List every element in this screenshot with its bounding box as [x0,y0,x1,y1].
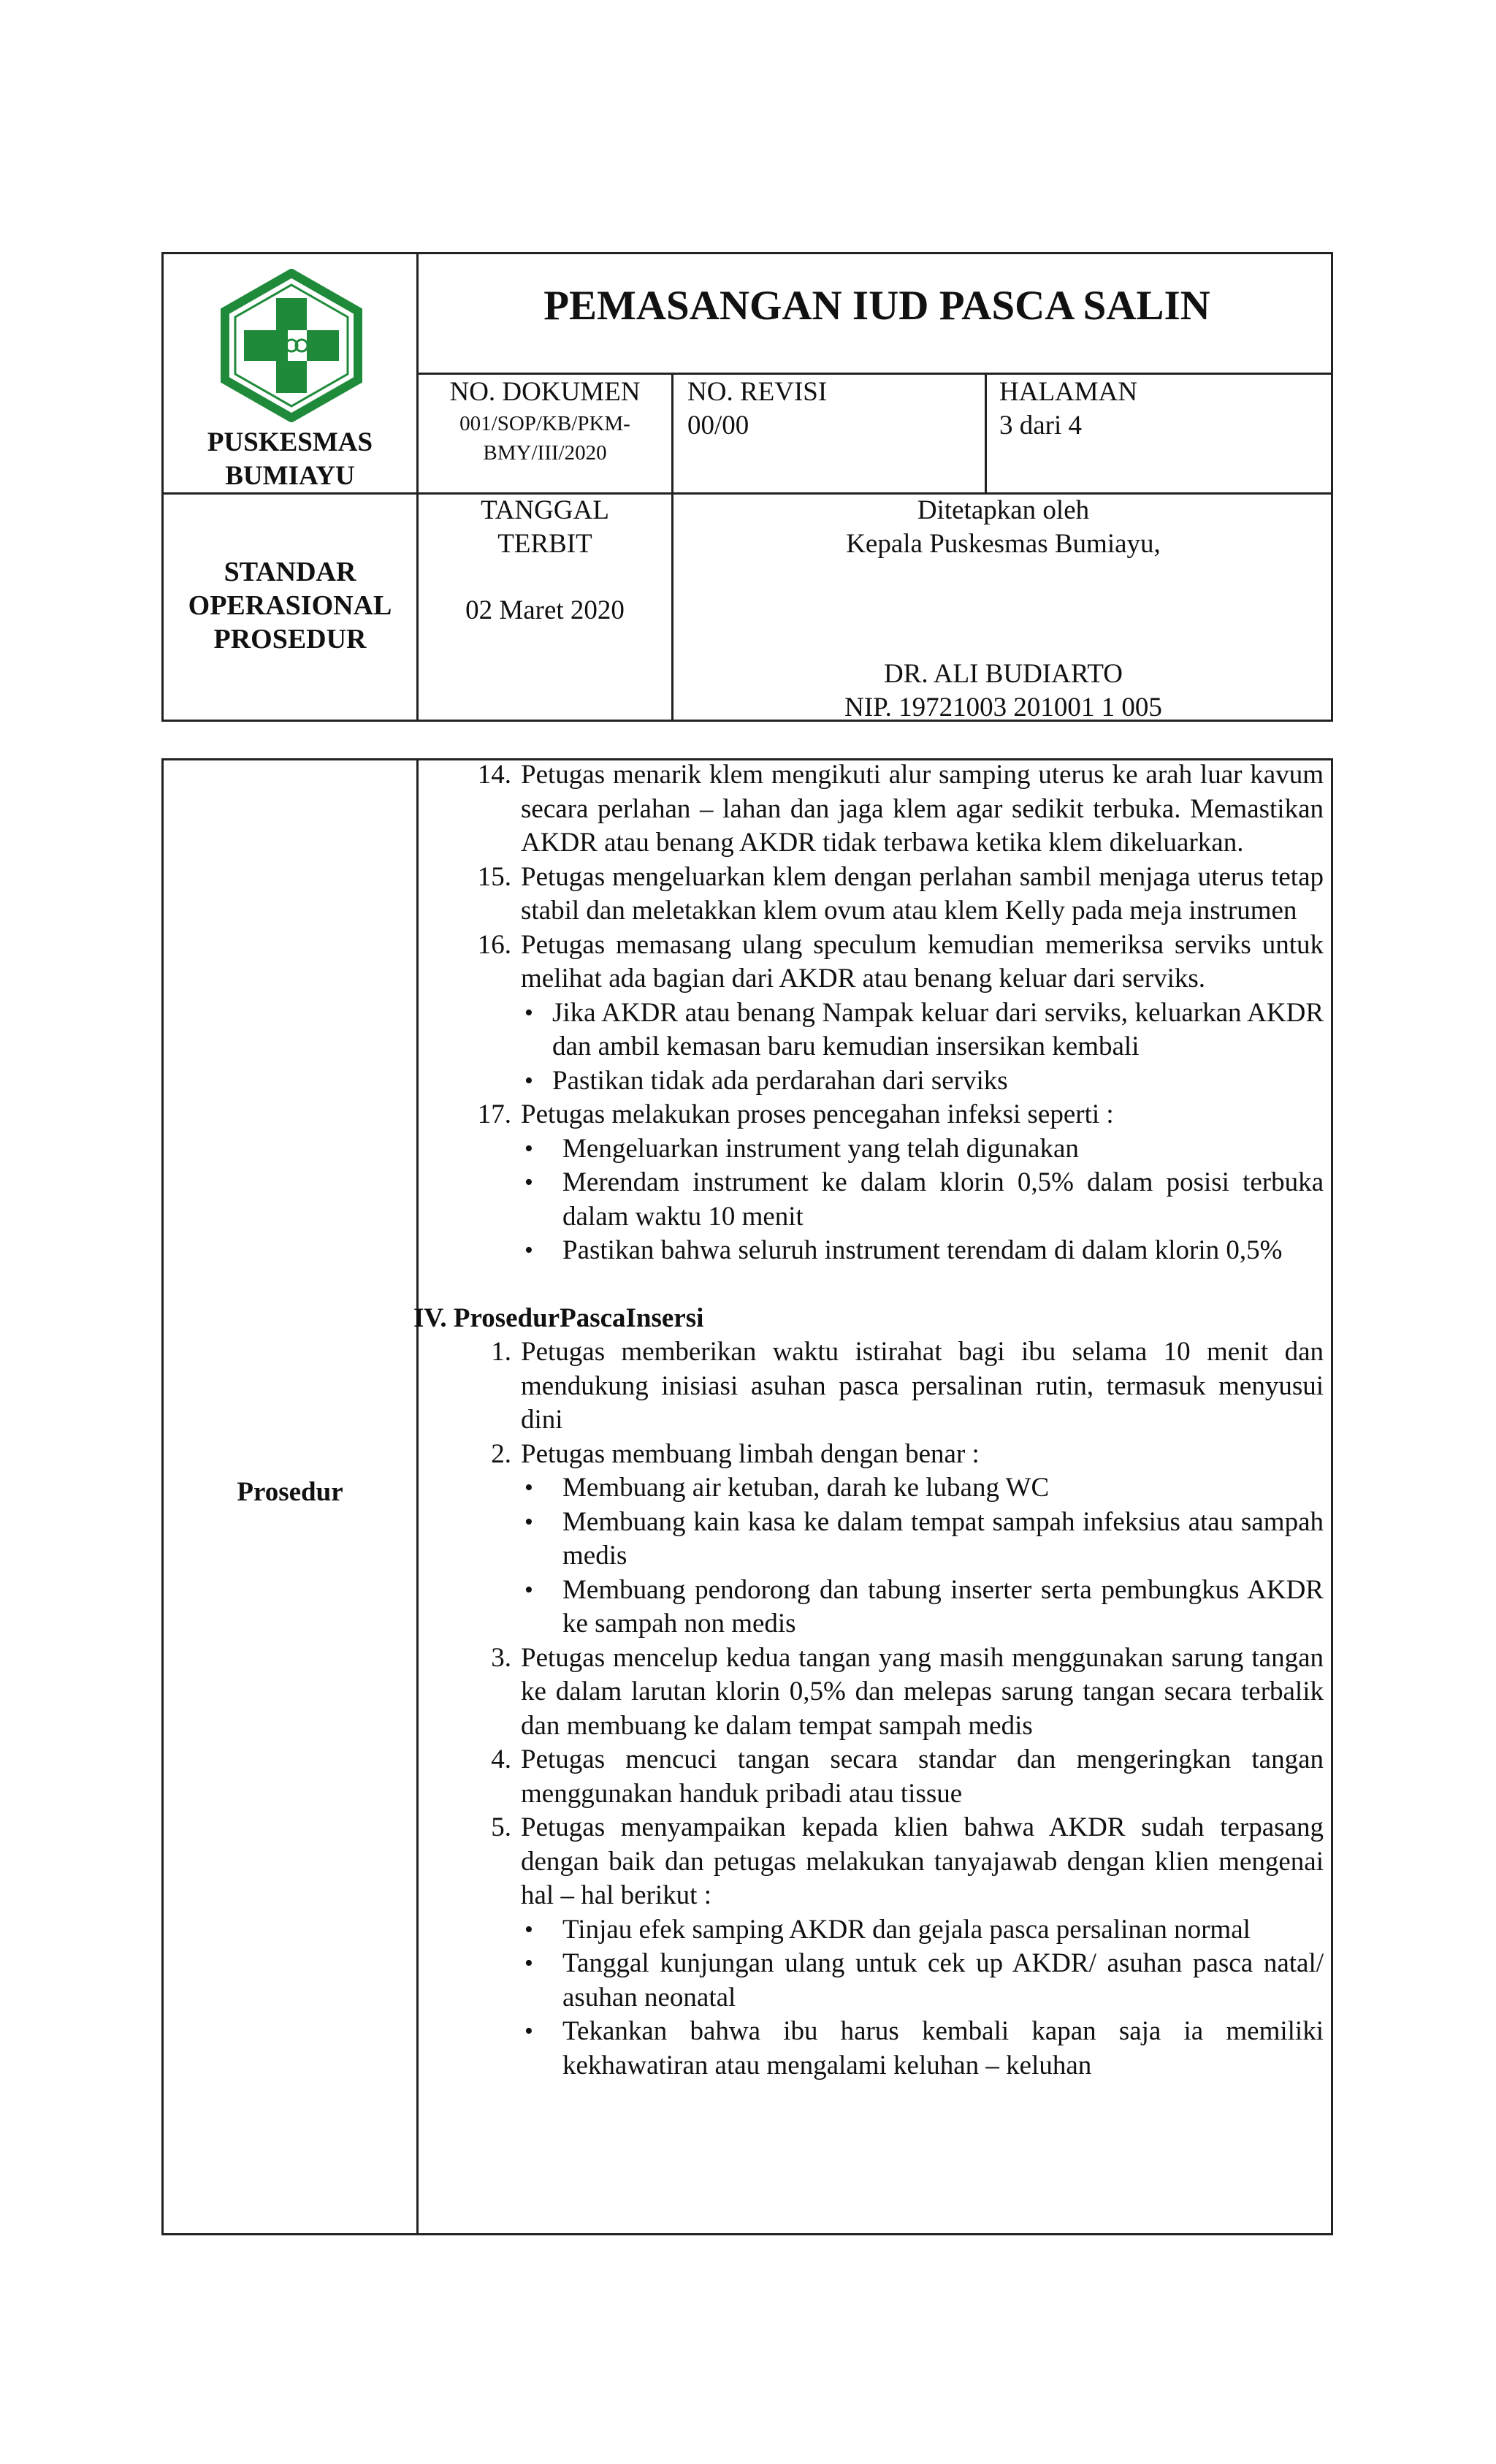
list-item [424,1641,1324,1744]
bullet-text: Pastikan tidak ada perdarahan dari serviks [552,1065,1008,1096]
list-item [424,758,1324,861]
bullet-icon: • [524,1950,533,1977]
item-number: 16. [477,929,511,960]
bullet-icon: • [524,999,533,1026]
bullet-item [424,1506,1324,1574]
bullet-icon: • [524,1474,533,1501]
no-dokumen-line2: BMY/III/2020 [483,441,607,465]
list-item [424,1743,1324,1811]
item-text: Petugas mencelup kedua tangan yang masih menggunakan sarung tangan ke dalam larutan klorin 0,5% dan melepas sarung tangan secara terbalik dan membuang ke dalam tempat sampah medis [521,1642,1324,1741]
no-revisi-label: NO. REVISI [687,377,828,407]
bullet-text: Jika AKDR atau benang Nampak keluar dari serviks, keluarkan AKDR dan ambil kemasan baru kemudian insersikan kembali [552,997,1324,1061]
section-heading: IV. ProsedurPascaInsersi [413,1302,704,1333]
bullet-icon: • [524,1067,533,1094]
signer-block [673,657,1333,725]
no-dokumen-label: NO. DOKUMEN [449,377,641,407]
document-title: PEMASANGAN IUD PASCA SALIN [543,283,1210,329]
bullet-item [424,1132,1324,1167]
procedure-label: Prosedur [237,1477,343,1507]
bullet-text: Merendam instrument ke dalam klorin 0,5% dalam posisi terbuka dalam waktu 10 menit [562,1167,1324,1232]
approval-block [673,494,1333,561]
halaman-value: 3 dari 4 [999,411,1083,440]
no-dokumen-value [419,409,671,468]
item-text: Petugas memberikan waktu istirahat bagi ibu selama 10 menit dan mendukung inisiasi asuhan pasca persalinan rutin, termasuk menyusui dini [521,1337,1324,1435]
bullet-text: Pastikan bahwa seluruh instrument terendam di dalam klorin 0,5% [562,1235,1283,1265]
tanggal-terbit-value: 02 Maret 2020 [465,595,625,625]
bullet-text: Membuang pendorong dan tabung inserter serta pembungkus AKDR ke sampah non medis [562,1574,1324,1639]
org-name-line1: PUSKESMAS [207,427,373,457]
bullet-item [424,1166,1324,1234]
bullet-icon: • [524,1237,533,1264]
list-item [424,928,1324,996]
bullet-icon: • [524,1508,533,1536]
header-divider [985,373,987,492]
item-number: 15. [477,861,511,892]
bullet-text: Tekankan bahwa ibu harus kembali kapan saja ia memiliki kekhawatiran atau mengalami keluhan – keluhan [562,2016,1324,2080]
kepala-text: Kepala Puskesmas Bumiayu, [846,529,1161,559]
bullet-icon: • [524,1576,533,1603]
item-text: Petugas mencuci tangan secara standar dan mengeringkan tangan menggunakan handuk pribadi atau tissue [521,1744,1324,1809]
halaman-label: HALAMAN [999,377,1138,407]
no-revisi-value: 00/00 [687,411,749,440]
bullet-item [424,1913,1324,1948]
item-number: 17. [477,1099,511,1129]
body-divider [416,760,419,2233]
document-header-table [161,252,1333,722]
item-text: Petugas mengeluarkan klem dengan perlahan sambil menjaga uterus tetap stabil dan meletakkan klem ovum atau klem Kelly pada meja instrumen [521,861,1324,926]
list-item [424,861,1324,928]
tanggal-terbit-label [419,494,671,561]
puskesmas-logo-icon [215,269,368,422]
item-number: 14. [477,760,511,790]
sop-line3: PROSEDUR [213,624,367,655]
item-number: 3. [491,1642,511,1673]
item-number: 4. [491,1744,511,1774]
sop-line2: OPERASIONAL [188,590,392,621]
bullet-icon: • [524,1134,533,1162]
bullet-item [424,1064,1324,1099]
item-text: Petugas memasang ulang speculum kemudian memeriksa serviks untuk melihat ada bagian dari AKDR atau benang keluar dari serviks. [521,929,1324,993]
bullet-item [424,996,1324,1064]
org-name-line2: BUMIAYU [225,461,355,491]
bullet-icon: • [524,1915,533,1943]
signer-nip: NIP. 19721003 201001 1 005 [844,693,1162,722]
no-dokumen-line1: 001/SOP/KB/PKM- [459,412,630,435]
header-divider [416,373,1333,375]
bullet-item [424,1471,1324,1506]
sop-label [164,555,416,656]
list-item [424,1335,1324,1438]
tanggal-line1: TANGGAL [481,495,609,525]
bullet-item [424,1574,1324,1641]
signer-name: DR. ALI BUDIARTO [883,659,1123,689]
bullet-text: Membuang air ketuban, darah ke lubang WC [562,1473,1050,1503]
item-text: Petugas melakukan proses pencegahan infeksi seperti : [521,1099,1114,1129]
bullet-icon: • [524,2018,533,2045]
bullet-text: Membuang kain kasa ke dalam tempat sampah infeksius atau sampah medis [562,1506,1324,1571]
item-number: 1. [491,1337,511,1367]
item-text: Petugas membuang limbah dengan benar : [521,1438,980,1469]
item-number: 2. [491,1438,511,1469]
bullet-text: Tanggal kunjungan ulang untuk cek up AKDR/ asuhan pasca natal/ asuhan neonatal [562,1948,1324,2013]
list-item [424,1438,1324,1472]
item-number: 5. [491,1812,511,1842]
ditetapkan-text: Ditetapkan oleh [917,495,1090,525]
bullet-text: Tinjau efek samping AKDR dan gejala pasca persalinan normal [562,1914,1251,1945]
tanggal-line2: TERBIT [497,529,592,559]
organization-name [164,426,416,493]
sop-line1: STANDAR [224,557,356,587]
spacer [424,1268,1324,1302]
item-text: Petugas menyampaikan kepada klien bahwa AKDR sudah terpasang dengan baik dan petugas melakukan tanyajawab dengan klien mengenai hal – hal berikut : [521,1812,1324,1910]
procedure-content [413,758,1324,2083]
bullet-item [424,1234,1324,1268]
list-item [424,1811,1324,1913]
list-item [424,1098,1324,1132]
bullet-item [424,2015,1324,2083]
bullet-item [424,1947,1324,2015]
bullet-text: Mengeluarkan instrument yang telah digunakan [562,1133,1079,1164]
item-text: Petugas menarik klem mengikuti alur samping uterus ke arah luar kavum secara perlahan – lahan dan jaga klem agar sedikit terbuka. Memastikan AKDR atau benang AKDR tidak terbawa ketika klem dikeluarkan. [521,760,1324,858]
bullet-icon: • [524,1169,533,1196]
